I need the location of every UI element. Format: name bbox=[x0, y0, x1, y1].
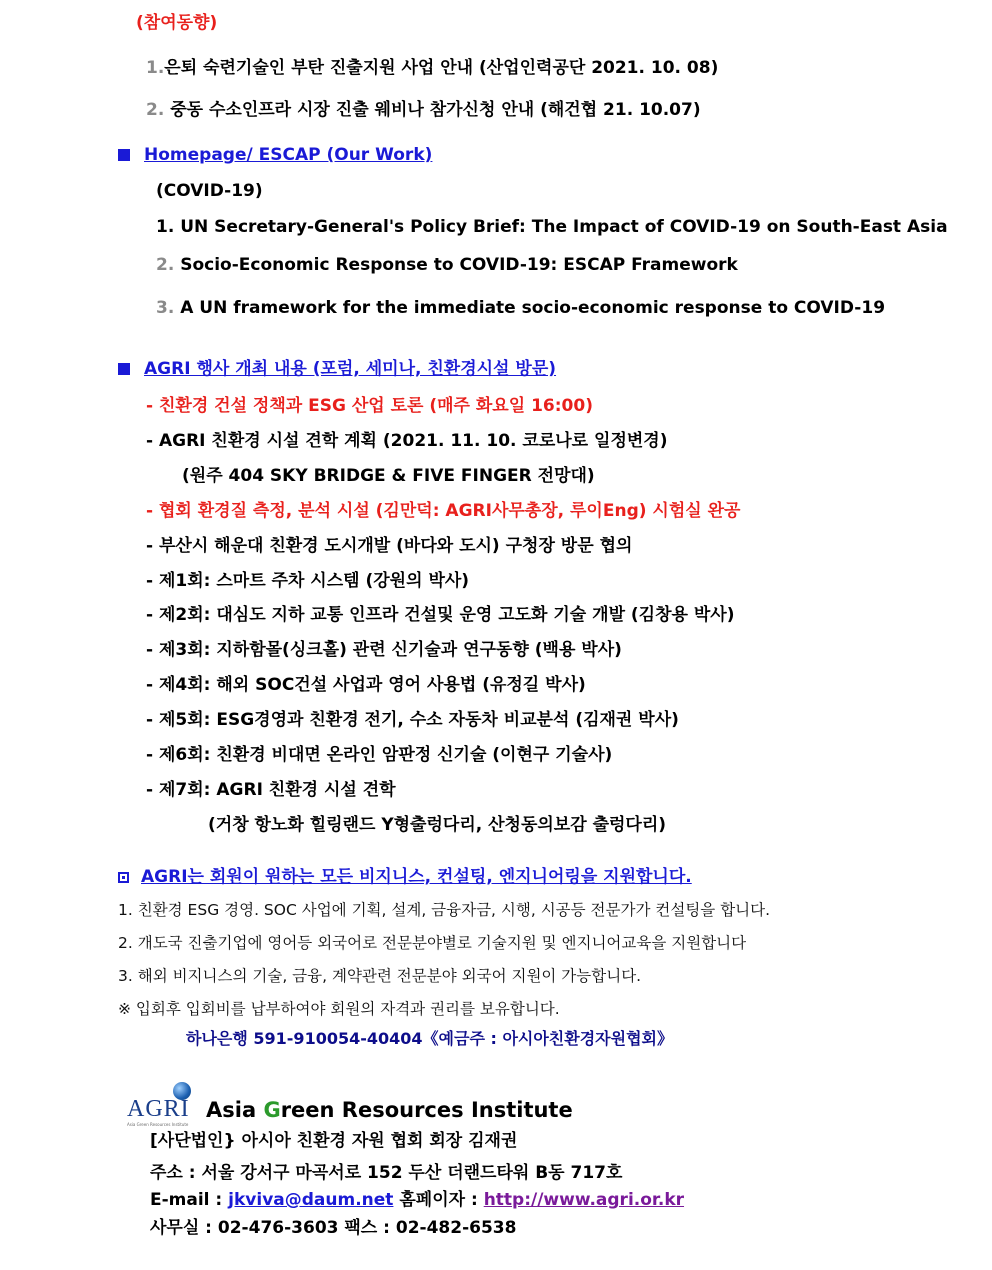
event-item: - 제4회: 해외 SOC건설 사업과 영어 사용법 (유정길 박사) bbox=[146, 675, 586, 695]
event-item-detail: (거창 항노화 힐링랜드 Y형출렁다리, 산청동의보감 출렁다리) bbox=[208, 815, 667, 835]
event-item: - 제6회: 친환경 비대면 온라인 암판정 신기술 (이현구 기술사) bbox=[146, 745, 613, 765]
escap-item-1[interactable] bbox=[156, 216, 948, 238]
email-link[interactable]: jkviva@daum.net bbox=[228, 1190, 394, 1210]
item-number: 3. bbox=[156, 298, 175, 318]
square-bullet-icon bbox=[118, 363, 130, 375]
item-number: 1. bbox=[156, 217, 175, 237]
event-item: - 제7회: AGRI 친환경 시설 견학 bbox=[146, 780, 396, 800]
support-item-2: 2. 개도국 진출기업에 영어등 외국어로 전문분야별로 기술지원 및 엔지니어교육을 지원합니다 bbox=[118, 934, 747, 952]
square-bullet-icon bbox=[118, 872, 129, 883]
event-item: - 제5회: ESG경영과 친환경 전기, 수소 자동차 비교분석 (김재권 박사) bbox=[146, 710, 679, 730]
phone-fax: 사무실 : 02-476-3603 팩스 : 02-482-6538 bbox=[150, 1218, 517, 1238]
logo-subtext: Asia Green Resources Institute bbox=[127, 1122, 189, 1127]
logo-text: AGRI bbox=[127, 1096, 190, 1122]
org-address: 주소 : 서울 강서구 마곡서로 152 두산 더랜드타워 B동 717호 bbox=[150, 1163, 623, 1183]
email-label: E-mail : bbox=[150, 1190, 229, 1210]
escap-item-2[interactable] bbox=[156, 254, 738, 276]
item-number: 2. bbox=[146, 100, 165, 120]
item-number: 2. bbox=[156, 255, 175, 275]
agri-logo bbox=[127, 1082, 195, 1126]
item-text: 중동 수소인프라 시장 진출 웨비나 참가신청 안내 (해건협 21. 10.07) bbox=[164, 100, 701, 120]
event-item: - 부산시 해운대 친환경 도시개발 (바다와 도시) 구청장 방문 협의 bbox=[146, 536, 633, 556]
item-number: 1. bbox=[146, 58, 165, 78]
support-item-3: 3. 해외 비지니스의 기술, 금융, 계약관련 전문분야 외국어 지원이 가능합니다. bbox=[118, 967, 642, 985]
org-name-part: reen Resources Institute bbox=[280, 1098, 573, 1122]
participation-item-1[interactable] bbox=[146, 57, 718, 79]
participation-item-2[interactable] bbox=[146, 99, 701, 121]
item-text: A UN framework for the immediate socio-economic response to COVID-19 bbox=[174, 298, 886, 318]
item-text: Socio-Economic Response to COVID-19: ESCAP Framework bbox=[174, 255, 738, 275]
support-item-1: 1. 친환경 ESG 경영. SOC 사업에 기획, 설계, 금융자금, 시행, 시공등 전문가가 컨설팅을 합니다. bbox=[118, 901, 771, 919]
item-text: UN Secretary-General's Policy Brief: The Impact of COVID-19 on South-East Asia bbox=[174, 217, 948, 237]
support-heading-link[interactable] bbox=[118, 866, 692, 888]
support-note: ※ 입회후 입회비를 납부하여야 회원의 자격과 권리를 보유합니다. bbox=[118, 1000, 560, 1018]
escap-item-3[interactable] bbox=[156, 297, 885, 319]
escap-heading-link[interactable] bbox=[118, 144, 432, 166]
escap-heading-text: Homepage/ ESCAP (Our Work) bbox=[144, 145, 433, 165]
org-english-name bbox=[206, 1097, 573, 1123]
homepage-link[interactable]: http://www.agri.or.kr bbox=[483, 1190, 685, 1210]
agri-events-heading-link[interactable] bbox=[118, 358, 556, 380]
org-name-part: Asia bbox=[206, 1098, 264, 1122]
support-heading-text: AGRI는 회원이 원하는 모든 비지니스, 컨설팅, 엔지니어링을 지원합니다. bbox=[141, 867, 692, 887]
event-item: - 친환경 건설 정책과 ESG 산업 토론 (매주 화요일 16:00) bbox=[146, 396, 593, 416]
contact-line bbox=[150, 1189, 684, 1211]
event-item-detail: (원주 404 SKY BRIDGE & FIVE FINGER 전망대) bbox=[182, 466, 595, 486]
participation-heading: (참여동향) bbox=[136, 13, 218, 33]
event-item: - AGRI 친환경 시설 견학 계획 (2021. 11. 10. 코로나로 일정변경) bbox=[146, 431, 668, 451]
org-korean-name: [사단법인} 아시아 친환경 자원 협회 회장 김재권 bbox=[150, 1131, 518, 1151]
event-item: - 제1회: 스마트 주차 시스템 (강원의 박사) bbox=[146, 571, 470, 591]
event-item: - 제3회: 지하함몰(싱크홀) 관련 신기술과 연구동향 (백용 박사) bbox=[146, 640, 622, 660]
homepage-label: 홈페이자 : bbox=[393, 1190, 484, 1210]
escap-subheading: (COVID-19) bbox=[156, 181, 263, 201]
bank-account: 하나은행 591-910054-40404《예금주 : 아시아친환경자원협회》 bbox=[186, 1029, 674, 1048]
event-item: - 제2회: 대심도 지하 교통 인프라 건설및 운영 고도화 기술 개발 (김창용 박사) bbox=[146, 605, 735, 625]
event-item: - 협회 환경질 측정, 분석 시설 (김만덕: AGRI사무총장, 루이Eng) 시험실 완공 bbox=[146, 501, 741, 521]
org-name-green-letter: G bbox=[263, 1098, 281, 1122]
item-text: 은퇴 숙련기술인 부탄 진출지원 사업 안내 (산업인력공단 2021. 10. 08) bbox=[164, 58, 719, 78]
square-bullet-icon bbox=[118, 149, 130, 161]
agri-events-heading-text: AGRI 행사 개최 내용 (포럼, 세미나, 친환경시설 방문) bbox=[144, 359, 557, 379]
